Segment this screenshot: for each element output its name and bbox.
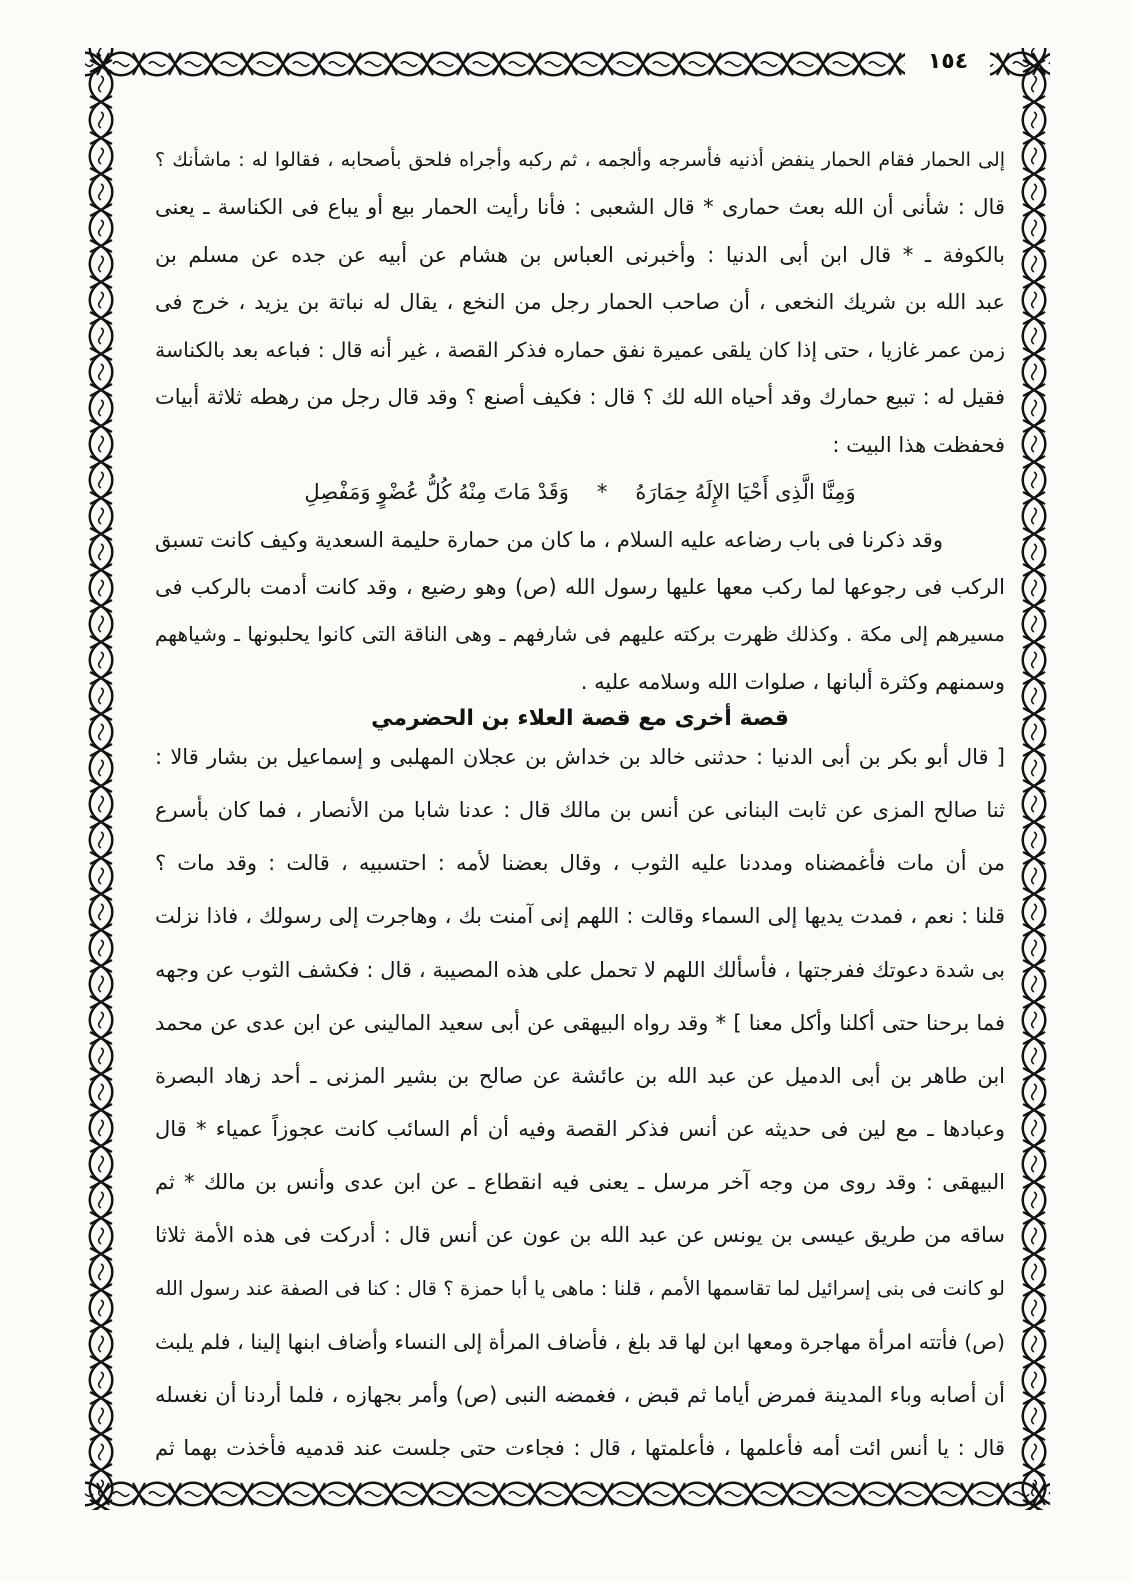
text-line: زمن عمر غازيا ، حتى إذا كان يلقى عميرة نفق حماره فذكر القصة ، غير أنه قال : فباعه بعد بالكناسة [155,338,1005,362]
text-line: لو كانت فى بنى إسرائيل لما تقاسمها الأمم ، قلنا : ماهى يا أبا حمزة ؟ قال : كنا فى الصفة عند رسول الله [155,1277,1005,1300]
text-line: (ص) فأتته امرأة مهاجرة ومعها ابن لها قد بلغ ، فأضاف المرأة إلى النساء وأضاف ابنها إلينا ، فلم يلبث [155,1330,1005,1354]
text-line: قال : يا أنس ائت أمه فأعلمها ، فأعلمتها ، قال : فجاءت حتى جلست عند قدميه فأخذت بهما ثم [155,1436,1005,1460]
text-line: فقيل له : تبيع حمارك وقد أحياه الله لك ؟ قال : فكيف أصنع ؟ وقد قال رجل من رهطه ثلاثة أبيات [155,385,1005,409]
text-line: أن أصابه وباء المدينة فمرض أياما ثم قبض ، فغمضه النبى (ص) وأمر بجهازه ، فلما أردنا أن نغسله [155,1383,1005,1407]
border-left [85,48,117,1510]
text-line: وقد ذكرنا فى باب رضاعه عليه السلام ، ما كان من حمارة حليمة السعدية وكيف كانت تسبق [155,528,943,552]
border-right [1018,48,1050,1510]
text-line: وعبادها ـ مع لين فى حديثه عن أنس فذكر القصة وفيه أن أم السائب كانت عجوزاً عمياء * قال [155,1117,1005,1141]
text-line: ساقه من طريق عيسى بن يونس عن عبد الله بن عون عن أنس قال : أدركت فى هذه الأمة ثلاثا [155,1223,1005,1247]
text-line: فما برحنا حتى أكلنا وأكل معنا ] * وقد رواه البيهقى عن أبى سعيد المالينى عن ابن عدى عن محمد [155,1011,1005,1035]
page-number: ١٥٤ [927,49,969,74]
text-line: بالكوفة ـ * قال ابن أبى الدنيا : وأخبرنى العباس بن هشام عن أبيه عن جده عن مسلم بن [155,243,1005,267]
text-line: من أن مات فأغمضناه ومددنا عليه الثوب ، وقال بعضنا لأمه : احتسبيه ، قالت : وقد مات ؟ [155,851,1005,875]
text-line: إلى الحمار فقام الحمار ينفض أذنيه فأسرجه وألجمه ، ثم ركبه وأجراه فلحق بأصحابه ، فقالوا له : ماشأنك ؟ [155,149,1005,171]
verse-second-hemistich: وَقَدْ مَاتَ مِنْهُ كُلُّ عُضْوٍ وَمَفْصِلِ [304,480,569,504]
text-line: مسيرهم إلى مكة . وكذلك ظهرت بركته عليهم فى شارفهم ـ وهى الناقة التى كانوا يحلبونها ـ وشياههم [155,622,1005,646]
text-line: ثنا صالح المزى عن ثابت البنانى عن أنس بن مالك قال : عدنا شابا من الأنصار ، فما كان بأسرع [155,798,1005,822]
text-line: [ قال أبو بكر بن أبى الدنيا : حدثنى خالد بن خداش بن عجلان المهلبى و إسماعيل بن بشار قالا : [155,745,1005,769]
text-line: ابن طاهر بن أبى الدميل عن عبد الله بن عائشة عن صالح بن بشير المزنى ـ أحد زهاد البصرة [155,1064,1005,1088]
text-line: عبد الله بن شريك النخعى ، أن صاحب الحمار رجل من النخع ، يقال له نباتة بن يزيد ، خرج فى [155,290,1005,314]
section-heading: قصة أخرى مع قصة العلاء بن الحضرمي [371,706,789,731]
text-line: وسمنهم وكثرة ألبانها ، صلوات الله وسلامه عليه . [580,670,1005,694]
verse-first-hemistich: وَمِنَّا الَّذِى أَحْيَا الإِلَهُ حِمَارَهُ [635,480,856,504]
text-line: الركب فى رجوعها لما ركب معها عليها رسول الله (ص) وهو رضيع ، وقد كانت أدمت بالركب فى [155,575,1005,599]
verse-separator: * [596,480,608,504]
text-line: بى شدة دعوتك ففرجتها ، فأسألك اللهم لا تحمل على هذه المصيبة ، قال : فكشف الثوب عن وجهه [155,958,1005,982]
text-line: قال : شأنى أن الله بعث حمارى * قال الشعبى : فأنا رأيت الحمار بيع أو يباع فى الكناسة ـ يعنى [155,195,1005,219]
poetry-verse [155,470,1005,514]
border-bottom [85,1478,1050,1510]
border-top [85,48,1050,80]
text-line: البيهقى : وقد روى من وجه آخر مرسل ـ يعنى فيه انقطاع ـ عن ابن عدى وأنس بن مالك * ثم [155,1170,1005,1194]
text-line: فحفظت هذا البيت : [832,433,1005,457]
text-line: قلنا : نعم ، فمدت يديها إلى السماء وقالت : اللهم إنى آمنت بك ، وهاجرت إلى رسولك ، فاذا نزلت [155,904,1005,928]
